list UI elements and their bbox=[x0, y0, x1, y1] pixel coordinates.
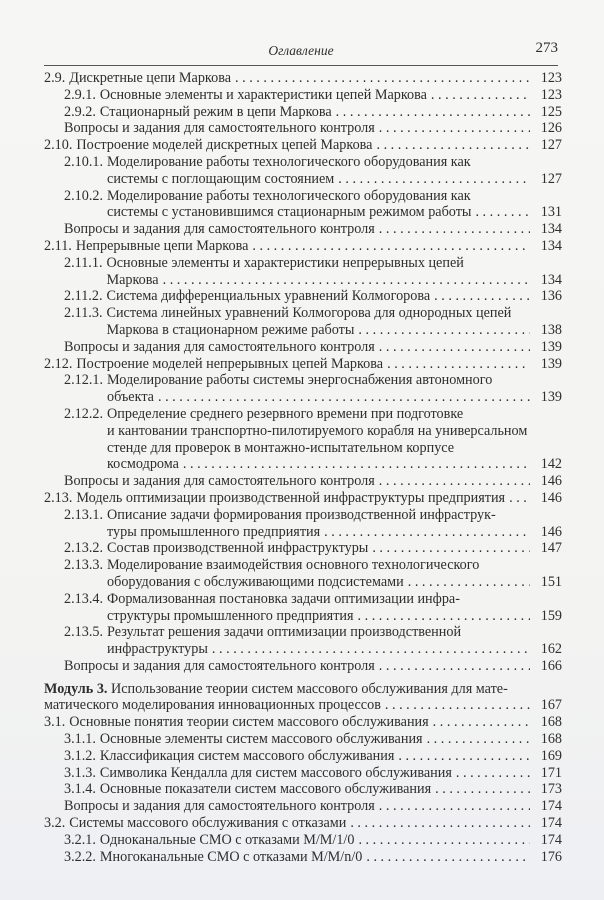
leader-dots bbox=[434, 288, 530, 305]
toc-line bbox=[44, 697, 562, 714]
toc-line bbox=[107, 440, 558, 457]
leader-dots bbox=[385, 697, 530, 714]
toc-entry[interactable] bbox=[44, 781, 562, 798]
page-number: 134 bbox=[540, 221, 562, 238]
entry-title-line: Стационарный режим в цепи Маркова bbox=[99, 103, 332, 120]
toc-entry[interactable] bbox=[44, 254, 562, 289]
entry-title-line: Вопросы и задания для самостоятельного контроля bbox=[64, 221, 375, 238]
entry-title bbox=[76, 489, 562, 507]
leader-dots bbox=[456, 765, 530, 782]
leader-dots bbox=[372, 540, 530, 557]
entry-title bbox=[107, 153, 562, 188]
toc-line bbox=[107, 607, 562, 625]
toc-entry[interactable] bbox=[44, 764, 562, 782]
toc-line bbox=[107, 624, 558, 641]
page-number: 168 bbox=[540, 731, 562, 748]
entry-title-line: Состав производственной инфраструктуры bbox=[107, 540, 369, 557]
leader-dots bbox=[163, 272, 530, 289]
page-number: 147 bbox=[540, 540, 562, 557]
toc-entry[interactable] bbox=[44, 120, 562, 137]
section-number: 2.12. bbox=[44, 355, 73, 372]
page-number: 146 bbox=[540, 473, 562, 490]
toc-section-2 bbox=[44, 70, 562, 675]
page-number: 176 bbox=[540, 848, 562, 865]
entry-title-line: Маркова в стационарном режиме работы bbox=[106, 321, 355, 338]
leader-dots bbox=[252, 238, 530, 255]
toc-entry[interactable] bbox=[44, 355, 562, 373]
running-header bbox=[44, 40, 558, 66]
toc-line bbox=[107, 170, 562, 188]
toc-line bbox=[99, 747, 562, 765]
leader-dots bbox=[379, 798, 530, 815]
section-number: 2.13.1. bbox=[64, 506, 104, 523]
entry-title-line: Вопросы и задания для самостоятельного контроля bbox=[64, 798, 375, 815]
toc-line bbox=[106, 321, 562, 339]
toc-line bbox=[64, 798, 562, 815]
leader-dots bbox=[387, 356, 530, 373]
leader-dots bbox=[235, 70, 530, 87]
leader-dots bbox=[408, 574, 530, 591]
page-number: 123 bbox=[540, 86, 562, 103]
toc-line bbox=[106, 271, 562, 289]
entry-title bbox=[64, 338, 562, 356]
entry-title bbox=[99, 848, 562, 866]
toc-line bbox=[99, 764, 562, 782]
entry-title bbox=[99, 731, 562, 748]
entry-title-line: Основные элементы и характеристики непрерывных цепей bbox=[106, 254, 464, 271]
header-page-number: 273 bbox=[535, 40, 558, 56]
leader-dots bbox=[338, 171, 530, 188]
section-number: 3.1.4. bbox=[64, 781, 96, 798]
toc-entry[interactable] bbox=[44, 372, 562, 406]
section-number: 2.13.5. bbox=[64, 624, 104, 641]
toc-module-3[interactable] bbox=[44, 680, 562, 715]
entry-title-line: Непрерывные цепи Маркова bbox=[75, 237, 249, 254]
entry-title bbox=[64, 657, 562, 675]
toc-line bbox=[99, 781, 562, 798]
page-number: 127 bbox=[540, 137, 562, 154]
entry-title-line: системы с поглощающим состоянием bbox=[107, 170, 335, 187]
entry-title bbox=[64, 473, 562, 490]
leader-dots bbox=[183, 456, 530, 473]
toc-line bbox=[107, 204, 562, 221]
page-number: 171 bbox=[540, 764, 562, 781]
page-number: 126 bbox=[540, 120, 562, 137]
page-number: 142 bbox=[540, 456, 562, 473]
section-number: 2.13.4. bbox=[64, 590, 104, 607]
leader-dots bbox=[358, 608, 530, 625]
toc-line bbox=[107, 255, 559, 272]
entry-title bbox=[107, 540, 562, 557]
section-number: 3.2. bbox=[44, 815, 66, 832]
toc-entry[interactable] bbox=[44, 405, 562, 473]
toc-line bbox=[99, 103, 562, 121]
page-number: 173 bbox=[540, 781, 562, 798]
leader-dots bbox=[379, 658, 530, 675]
toc-entry[interactable] bbox=[44, 103, 562, 121]
leader-dots bbox=[212, 641, 530, 658]
toc-entry[interactable] bbox=[44, 137, 562, 154]
toc-line bbox=[107, 305, 559, 322]
toc-entry[interactable] bbox=[44, 540, 562, 557]
page-number: 139 bbox=[540, 338, 562, 355]
toc-line bbox=[99, 86, 562, 104]
section-number: 2.12.2. bbox=[64, 405, 104, 422]
page-number: 174 bbox=[540, 798, 562, 815]
toc-line bbox=[76, 489, 562, 507]
entry-title-line: Маркова bbox=[106, 271, 159, 288]
toc-entry[interactable] bbox=[44, 473, 562, 490]
section-number: 2.9.2. bbox=[64, 103, 96, 120]
page-number: 138 bbox=[540, 321, 562, 338]
entry-title-line: инфраструктуры bbox=[107, 641, 208, 658]
section-number: 2.13. bbox=[44, 489, 73, 506]
toc-entry[interactable] bbox=[44, 657, 562, 675]
toc-entry[interactable] bbox=[44, 557, 562, 591]
entry-title bbox=[107, 624, 562, 658]
entry-title bbox=[69, 815, 562, 832]
toc-line bbox=[107, 540, 562, 557]
section-number: 2.10.2. bbox=[64, 187, 104, 204]
toc-entry[interactable] bbox=[44, 221, 562, 238]
entry-title-line: Система дифференциальных уравнений Колмогорова bbox=[106, 288, 431, 305]
section-number: 2.10. bbox=[44, 137, 73, 154]
entry-title bbox=[64, 798, 562, 815]
page-number: 174 bbox=[540, 831, 562, 848]
toc-entry[interactable] bbox=[44, 815, 562, 832]
toc-entry[interactable] bbox=[44, 489, 562, 507]
entry-title bbox=[99, 747, 562, 765]
toc-entry[interactable] bbox=[44, 237, 562, 255]
leader-dots bbox=[427, 731, 530, 748]
toc-line bbox=[64, 221, 562, 238]
toc-line bbox=[64, 120, 562, 137]
section-number: 2.13.2. bbox=[64, 540, 104, 557]
toc-entry[interactable] bbox=[44, 187, 562, 222]
page-number: 167 bbox=[540, 697, 562, 714]
section-number: 2.11.2. bbox=[64, 288, 103, 305]
toc-line bbox=[99, 831, 562, 849]
toc-line bbox=[107, 557, 558, 574]
entry-title bbox=[107, 187, 562, 222]
leader-dots bbox=[433, 714, 530, 731]
page-number: 174 bbox=[540, 815, 562, 832]
page-number: 159 bbox=[540, 607, 562, 624]
toc-entry[interactable] bbox=[44, 714, 562, 731]
entry-title-line: Моделирование работы системы энергоснабжения автономного bbox=[107, 372, 493, 389]
toc-line bbox=[107, 456, 562, 473]
leader-dots bbox=[379, 473, 530, 490]
toc-line bbox=[75, 237, 562, 255]
toc-line bbox=[76, 137, 562, 154]
section-number: 3.1.1. bbox=[64, 731, 96, 748]
entry-title bbox=[99, 764, 562, 782]
module-label: Модуль 3. bbox=[44, 680, 108, 697]
page-number: 162 bbox=[540, 641, 562, 658]
entry-title-line: Моделирование работы технологического оборудования как bbox=[107, 153, 471, 170]
leader-dots bbox=[379, 221, 530, 238]
leader-dots bbox=[398, 748, 530, 765]
section-number: 3.1.3. bbox=[64, 764, 96, 781]
toc-line bbox=[107, 591, 558, 608]
entry-title-line: стенде для проверок в монтажно-испытательном корпусе bbox=[107, 439, 455, 456]
page-number: 169 bbox=[540, 747, 562, 764]
toc-line bbox=[107, 641, 562, 658]
toc-entry[interactable] bbox=[44, 70, 562, 87]
entry-title-line: Описание задачи формирования производственной инфраструк- bbox=[107, 506, 496, 523]
toc-line bbox=[69, 70, 562, 87]
entry-title-line: Моделирование взаимодействия основного технологического bbox=[107, 557, 480, 574]
toc-line bbox=[107, 188, 558, 205]
entry-title-line: Основные понятия теории систем массового обслуживания bbox=[69, 714, 429, 731]
module-title-line: матического моделирования инновационных процессов bbox=[44, 697, 381, 714]
toc-line bbox=[107, 507, 558, 524]
leader-dots bbox=[358, 832, 530, 849]
entry-title-line: Модель оптимизации производственной инфраструктуры предприятия bbox=[76, 489, 506, 506]
page-number: 136 bbox=[540, 288, 562, 305]
leader-dots bbox=[379, 339, 530, 356]
leader-dots bbox=[336, 104, 530, 121]
entry-title bbox=[76, 355, 562, 373]
entry-title-line: Одноканальные СМО с отказами M/M/1/0 bbox=[99, 831, 355, 848]
toc-entry[interactable] bbox=[44, 590, 562, 625]
toc-line bbox=[107, 523, 562, 541]
entry-title-line: объекта bbox=[107, 389, 154, 406]
toc-entry[interactable] bbox=[44, 506, 562, 541]
entry-title-line: Многоканальные СМО с отказами M/M/n/0 bbox=[99, 848, 363, 865]
page-number: 127 bbox=[540, 170, 562, 187]
entry-title-line: Основные элементы и характеристики цепей Маркова bbox=[99, 86, 427, 103]
entry-title-line: Построение моделей дискретных цепей Маркова bbox=[76, 137, 373, 154]
entry-title-line: Построение моделей непрерывных цепей Маркова bbox=[76, 355, 384, 372]
entry-title bbox=[69, 70, 562, 87]
toc-entry[interactable] bbox=[44, 731, 562, 748]
leader-dots bbox=[366, 849, 530, 866]
leader-dots bbox=[509, 490, 530, 507]
section-number: 2.11.3. bbox=[64, 305, 103, 322]
leader-dots bbox=[379, 120, 530, 137]
entry-title bbox=[99, 831, 562, 849]
entry-title bbox=[64, 120, 562, 137]
entry-title bbox=[99, 103, 562, 121]
entry-title-line: Вопросы и задания для самостоятельного контроля bbox=[64, 657, 375, 674]
toc-entry[interactable] bbox=[44, 153, 562, 188]
entry-title-line: Система линейных уравнений Колмогорова для однородных цепей bbox=[106, 305, 512, 322]
page-number: 125 bbox=[540, 103, 562, 120]
entry-title bbox=[76, 137, 562, 154]
section-number: 2.11. bbox=[44, 237, 72, 254]
section-number: 2.11.1. bbox=[64, 254, 103, 271]
table-of-contents bbox=[44, 70, 562, 865]
toc-line bbox=[107, 372, 558, 389]
module-title-line: Использование теории систем массового обслуживания для мате- bbox=[111, 680, 508, 697]
entry-title bbox=[75, 237, 562, 255]
entry-title bbox=[107, 506, 562, 541]
section-number: 2.13.3. bbox=[64, 557, 104, 574]
entry-title-line: оборудования с обслуживающими подсистемами bbox=[107, 573, 404, 590]
toc-line bbox=[69, 714, 562, 731]
entry-title-line: туры промышленного предприятия bbox=[107, 523, 321, 540]
toc-entry[interactable] bbox=[44, 848, 562, 866]
toc-line bbox=[76, 355, 562, 373]
page-number: 134 bbox=[540, 271, 562, 288]
page-number: 139 bbox=[540, 355, 562, 372]
entry-title-line: Определение среднего резервного времени при подготовке bbox=[107, 405, 464, 422]
section-number: 2.12.1. bbox=[64, 372, 104, 389]
toc-line bbox=[64, 657, 562, 675]
section-number: 2.9.1. bbox=[64, 86, 96, 103]
entry-title-line: Символика Кендалла для систем массового обслуживания bbox=[99, 764, 452, 781]
entry-title-line: Основные элементы систем массового обслуживания bbox=[99, 731, 423, 748]
page-number: 123 bbox=[540, 70, 562, 86]
entry-title bbox=[106, 288, 562, 305]
entry-title bbox=[107, 590, 562, 625]
section-number: 3.1.2. bbox=[64, 747, 96, 764]
toc-line bbox=[99, 731, 562, 748]
entry-title bbox=[107, 405, 562, 473]
toc-line bbox=[64, 473, 562, 490]
section-number: 2.9. bbox=[44, 70, 66, 86]
toc-entry[interactable] bbox=[44, 338, 562, 356]
leader-dots bbox=[376, 137, 530, 154]
entry-title-line: Дискретные цепи Маркова bbox=[69, 70, 232, 86]
page-number: 134 bbox=[540, 237, 562, 254]
toc-line bbox=[64, 338, 562, 356]
entry-title-line: Основные показатели систем массового обслуживания bbox=[99, 781, 432, 798]
toc-line bbox=[107, 406, 558, 423]
page-number: 146 bbox=[540, 523, 562, 540]
entry-title-line: Вопросы и задания для самостоятельного контроля bbox=[64, 473, 375, 490]
toc-entry[interactable] bbox=[44, 86, 562, 104]
entry-title bbox=[69, 714, 562, 731]
toc-entry[interactable] bbox=[44, 305, 562, 339]
entry-title-line: Вопросы и задания для самостоятельного контроля bbox=[64, 120, 375, 137]
leader-dots bbox=[358, 322, 530, 339]
entry-title-line: Вопросы и задания для самостоятельного контроля bbox=[64, 338, 375, 355]
toc-line bbox=[44, 681, 558, 698]
section-number: 2.10.1. bbox=[64, 153, 104, 170]
entry-title bbox=[99, 781, 562, 798]
toc-line bbox=[99, 848, 562, 866]
entry-title-line: Моделирование работы технологического оборудования как bbox=[107, 187, 471, 204]
toc-line bbox=[107, 423, 558, 440]
leader-dots bbox=[158, 389, 530, 406]
toc-entry[interactable] bbox=[44, 831, 562, 849]
page-number: 151 bbox=[540, 573, 562, 590]
toc-line bbox=[107, 389, 562, 406]
section-number: 3.2.1. bbox=[64, 831, 96, 848]
toc-entry[interactable] bbox=[44, 624, 562, 658]
entry-title-line: Системы массового обслуживания с отказами bbox=[69, 815, 347, 832]
toc-line bbox=[69, 815, 562, 832]
leader-dots bbox=[435, 781, 530, 798]
section-number: 3.2.2. bbox=[64, 848, 96, 865]
entry-title bbox=[64, 221, 562, 238]
page-number: 146 bbox=[540, 489, 562, 506]
leader-dots bbox=[431, 87, 530, 104]
toc-line bbox=[107, 573, 562, 591]
entry-title-line: системы с установившимся стационарным режимом работы bbox=[107, 204, 472, 221]
section-number: 3.1. bbox=[44, 714, 66, 731]
toc-line bbox=[106, 288, 562, 305]
entry-title bbox=[106, 254, 562, 289]
entry-title bbox=[106, 305, 562, 339]
entry-title-line: космодрома bbox=[107, 456, 179, 473]
entry-title-line: Формализованная постановка задачи оптимизации инфра- bbox=[107, 590, 460, 607]
toc-entry[interactable] bbox=[44, 747, 562, 765]
entry-title bbox=[99, 86, 562, 104]
entry-title-line: структуры промышленного предприятия bbox=[107, 607, 354, 624]
leader-dots bbox=[475, 204, 530, 221]
header-title: Оглавление bbox=[268, 43, 334, 58]
page-number: 166 bbox=[540, 657, 562, 674]
entry-title-line: Классификация систем массового обслуживания bbox=[99, 747, 395, 764]
toc-line bbox=[107, 154, 558, 171]
leader-dots bbox=[350, 815, 530, 832]
entry-title-line: и кантовании транспортно-пилотируемого корабля на универсальном bbox=[107, 422, 528, 439]
entry-title bbox=[107, 557, 562, 591]
page-number: 131 bbox=[540, 204, 562, 221]
entry-title bbox=[107, 372, 562, 406]
leader-dots bbox=[324, 524, 530, 541]
page-number: 139 bbox=[540, 389, 562, 406]
entry-title-line: Результат решения задачи оптимизации производственной bbox=[107, 624, 462, 641]
toc-entry[interactable] bbox=[44, 288, 562, 305]
toc-section-3 bbox=[44, 714, 562, 865]
toc-entry[interactable] bbox=[44, 798, 562, 815]
page-number: 168 bbox=[540, 714, 562, 731]
